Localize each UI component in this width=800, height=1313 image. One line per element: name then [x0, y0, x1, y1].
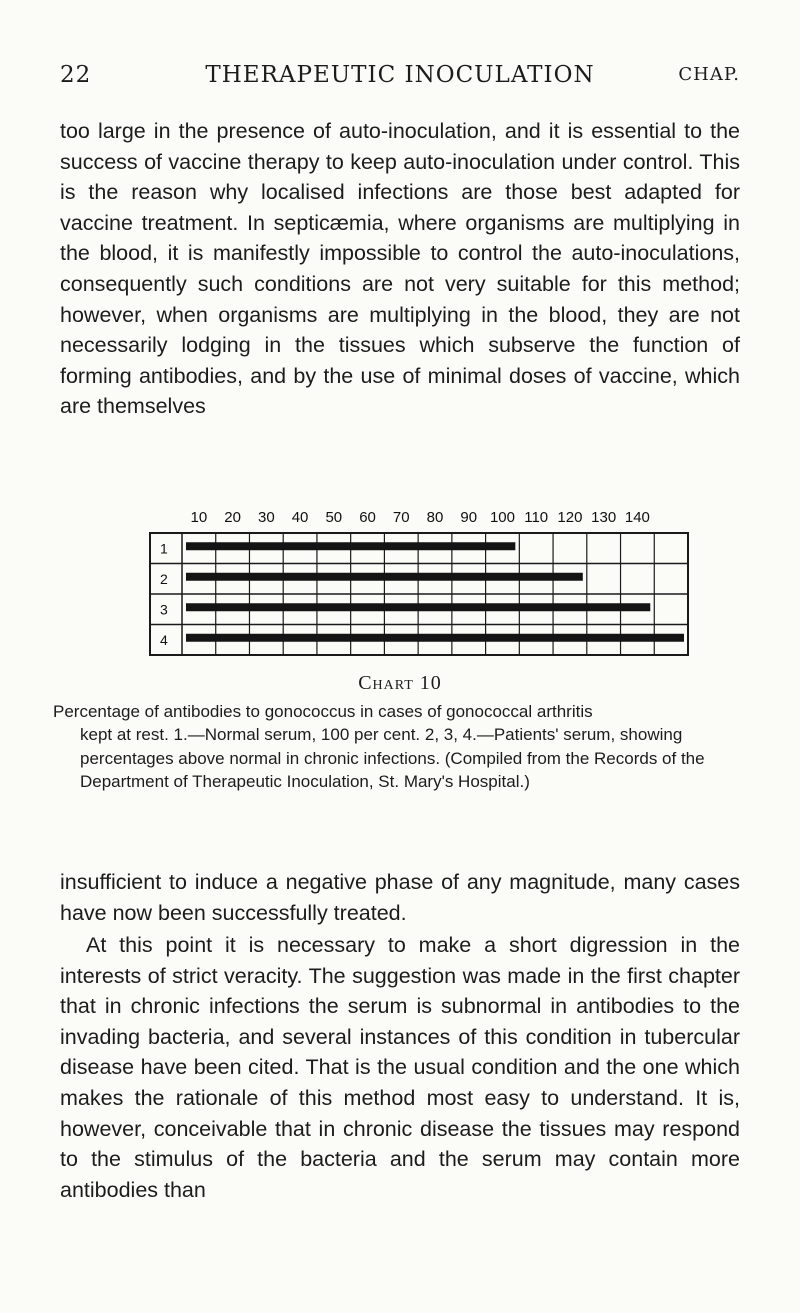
x-tick-label: 140: [624, 510, 650, 526]
x-tick-label: 40: [291, 510, 309, 526]
x-tick-label: 50: [325, 510, 343, 526]
page-header: [60, 62, 740, 98]
bar-row-1: [186, 542, 515, 550]
bar-row-3: [186, 603, 650, 611]
x-tick-label: 90: [460, 510, 478, 526]
x-tick-label: 100: [489, 510, 515, 526]
x-tick-labels: [191, 510, 650, 526]
x-tick-label: 70: [392, 510, 410, 526]
body-paragraph-1: too large in the presence of auto-inoculation, and it is essential to the success of vaccine therapy to keep auto-inoculation under control. This is the reason why localised infections are those best adapted for vaccine treatment. In septicæmia, where organisms are multiplying in the blood, it is manifestly impossible to control the auto-inoculations, consequently such conditions are not very suitable for this method; however, when organisms are multiplying in the blood, they are not necessarily lodging in the tissues which subserve the function of forming antibodies, and by the use of minimal doses of vaccine, which are themselves: [60, 119, 740, 419]
x-tick-label: 130: [591, 510, 617, 526]
bar-row-2: [186, 573, 583, 581]
chapter-abbrev: CHAP.: [678, 64, 740, 85]
chart-bars: [186, 542, 684, 642]
running-title: THERAPEUTIC INOCULATION: [205, 62, 595, 88]
x-tick-label: 60: [359, 510, 376, 526]
x-tick-label: 10: [190, 510, 208, 526]
body-paragraph-3: At this point it is necessary to make a short digression in the interests of strict veracity. The suggestion was made in the first chapter that in chronic infections the serum is subnormal in antibodies to the invading bacteria, and several instances of this condition in tubercular disease have been cited. That is the usual condition and the one which makes the rationale of this method most easy to understand. It is, however, conceivable that in chronic disease the tissues may respond to the stimulus of the bacteria and the serum may contain more antibodies than: [60, 933, 740, 1202]
row-label: 4: [160, 631, 168, 648]
row-label: 3: [160, 601, 168, 618]
bar-row-4: [186, 634, 684, 642]
row-label: 1: [160, 540, 168, 557]
x-tick-label: 20: [224, 510, 241, 526]
caption-rest: kept at rest. 1.—Normal serum, 100 per cent. 2, 3, 4.—Patients' serum, showing percentages above normal in chronic infections. (Compiled from the Records of the Department of Therapeutic Inoculation, St. Mary's Hospital.): [80, 725, 705, 792]
chart-title: Chart 10: [358, 672, 442, 694]
page-number: 22: [60, 62, 92, 88]
row-label: 2: [160, 570, 168, 587]
x-tick-label: 110: [524, 510, 549, 526]
chart-figure: [0, 510, 800, 670]
body-paragraph-2: insufficient to induce a negative phase of any magnitude, many cases have now been successfully treated.: [60, 870, 740, 925]
x-tick-label: 30: [257, 510, 275, 526]
x-tick-label: 120: [557, 510, 583, 526]
x-tick-label: 80: [426, 510, 444, 526]
chart-caption: [53, 700, 740, 794]
caption-line-1: Percentage of antibodies to gonococcus in cases of gonococcal arthritis: [53, 702, 593, 721]
antibody-bar-chart: [0, 510, 800, 670]
